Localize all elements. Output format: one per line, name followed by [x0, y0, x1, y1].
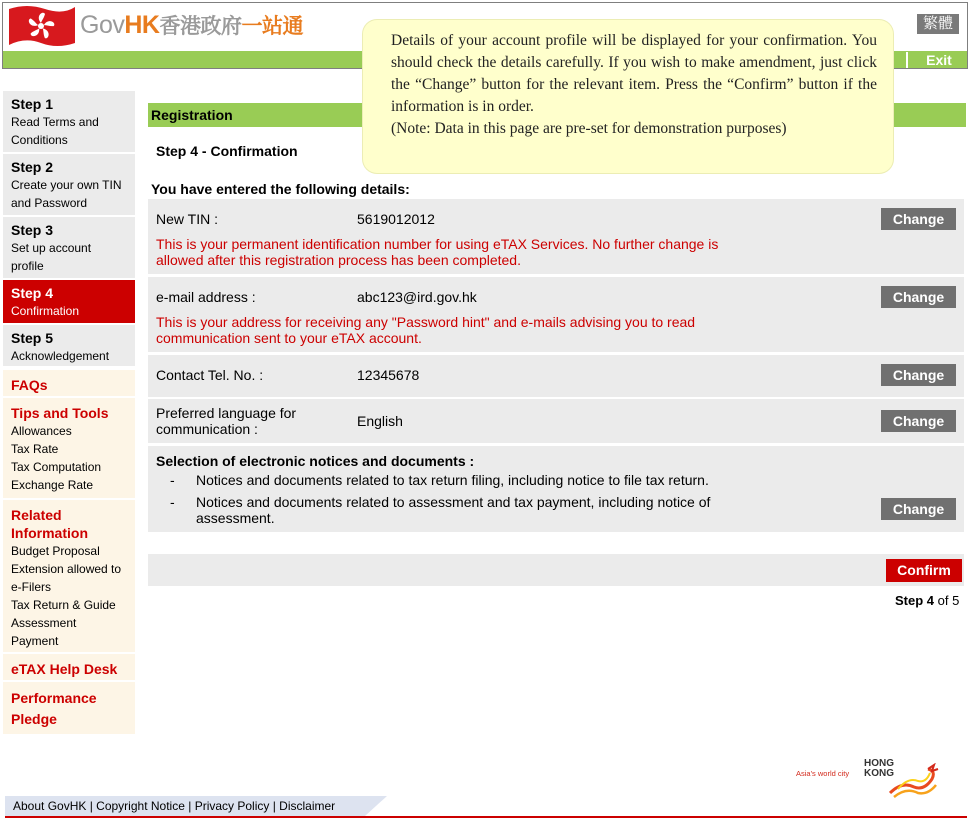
notice-item-2	[170, 494, 730, 528]
sidebar-faqs[interactable]	[3, 370, 135, 396]
footer-links	[5, 796, 365, 816]
language-label	[156, 405, 296, 437]
step-title: Step 1	[11, 96, 54, 112]
sidebar-link-tax-computation[interactable]: Tax Computation	[11, 460, 102, 474]
brand-hong: HONG	[864, 758, 894, 769]
language-toggle-button[interactable]: 繁體	[917, 14, 959, 34]
step-desc: Acknowledgement	[11, 349, 110, 363]
detail-row-email	[148, 277, 964, 352]
change-language-button[interactable]: Change	[881, 410, 956, 432]
step-desc: Set up account	[11, 241, 92, 255]
sidebar-link-tax-return-guide[interactable]: Tax Return & Guide	[11, 598, 116, 612]
footer-link-copyright[interactable]: Copyright Notice	[96, 799, 185, 813]
brand-kong: KONG	[864, 768, 894, 779]
step-desc: Conditions	[11, 133, 68, 147]
footer-link-privacy[interactable]: Privacy Policy	[194, 799, 270, 813]
registration-section-bar: Registration	[148, 103, 966, 127]
step-title: Step 5	[11, 330, 54, 346]
faqs-link[interactable]: FAQs	[11, 377, 48, 393]
tin-label: New TIN :	[156, 211, 218, 227]
sidebar-helpdesk[interactable]	[3, 654, 135, 680]
sidebar-link-exchange-rate[interactable]: Exchange Rate	[11, 478, 94, 492]
footer-separator: |	[269, 799, 280, 813]
language-value: English	[357, 413, 403, 429]
step-title: Step 3	[11, 222, 54, 238]
notices-heading: Selection of electronic notices and documents :	[156, 453, 475, 469]
footer-link-disclaimer[interactable]: Disclaimer	[279, 799, 336, 813]
related-info-heading-2: Information	[11, 525, 88, 541]
footer-link-about[interactable]: About GovHK	[13, 799, 87, 813]
footer-divider	[5, 816, 967, 818]
detail-row-notices	[148, 446, 964, 532]
tel-value: 12345678	[357, 367, 420, 383]
tooltip-text	[391, 30, 877, 140]
language-label-line-2: communication :	[156, 421, 258, 437]
sidebar-step-3[interactable]	[3, 217, 135, 278]
sidebar-link-extension-cont[interactable]: e-Filers	[11, 580, 52, 594]
footer-separator: |	[86, 799, 97, 813]
notice-item-text: Notices and documents related to assessment and tax payment, including notice of	[196, 494, 711, 510]
tel-label: Contact Tel. No. :	[156, 367, 264, 383]
detail-row-tel	[148, 355, 964, 397]
footer-tab-corner	[365, 796, 387, 816]
change-email-button[interactable]: Change	[881, 286, 956, 308]
tin-warning-line-1: This is your permanent identification number for using eTAX Services. No further change is	[156, 236, 719, 252]
tooltip-note: (Note: Data in this page are pre-set for demonstration purposes)	[391, 120, 787, 137]
bullet-dash: -	[170, 494, 175, 510]
brand-hong-kong-logo	[796, 759, 946, 801]
step-desc: profile	[11, 259, 44, 273]
logo-hk-text: HK	[124, 11, 160, 39]
sidebar-link-budget-proposal[interactable]: Budget Proposal	[11, 544, 100, 558]
confirm-bar	[148, 554, 964, 586]
bullet-dash: -	[170, 472, 175, 488]
confirm-button[interactable]: Confirm	[886, 559, 962, 582]
detail-row-language	[148, 399, 964, 443]
email-label: e-mail address :	[156, 289, 256, 305]
pledge-link-2[interactable]: Pledge	[11, 711, 57, 727]
exit-button[interactable]: Exit	[906, 52, 970, 68]
tin-value: 5619012012	[357, 211, 435, 227]
step-desc: Read Terms and	[11, 115, 99, 129]
step-title: Step 4	[11, 285, 54, 301]
sidebar-step-5[interactable]	[3, 325, 135, 366]
logo-gov-text: Gov	[80, 11, 125, 39]
brand-slogan: Asia's world city	[796, 769, 850, 778]
govhk-logo[interactable]	[80, 10, 303, 40]
hong-kong-flag-icon	[7, 3, 77, 49]
instruction-tooltip	[363, 20, 893, 173]
step-counter-current: Step 4	[895, 593, 935, 608]
notice-item-text: Notices and documents related to tax return filing, including notice to file tax return.	[196, 472, 709, 488]
logo-chinese-text: 香港政府	[159, 15, 242, 38]
footer-separator: |	[184, 799, 195, 813]
step-title: Step 2	[11, 159, 54, 175]
sidebar-link-allowances[interactable]: Allowances	[11, 424, 72, 438]
change-tel-button[interactable]: Change	[881, 364, 956, 386]
helpdesk-link[interactable]: eTAX Help Desk	[11, 661, 118, 677]
step-desc: and Password	[11, 196, 88, 210]
sidebar-step-2[interactable]	[3, 154, 135, 215]
details-heading: You have entered the following details:	[151, 181, 410, 197]
sidebar-link-tax-rate[interactable]: Tax Rate	[11, 442, 59, 456]
sidebar-related-info	[3, 500, 135, 652]
email-value: abc123@ird.gov.hk	[357, 289, 477, 305]
sidebar-link-assessment[interactable]: Assessment	[11, 616, 77, 630]
dragon-icon	[888, 763, 940, 799]
notice-item-text-2: assessment.	[196, 510, 275, 526]
detail-row-tin	[148, 199, 964, 274]
step-title: Step 4 - Confirmation	[156, 143, 298, 159]
tips-tools-heading: Tips and Tools	[11, 405, 109, 421]
email-warning-line-1: This is your address for receiving any "Password hint" and e-mails advising you to read	[156, 314, 696, 330]
step-counter	[895, 593, 959, 608]
tin-warning-line-2: allowed after this registration process has been completed.	[156, 252, 521, 268]
sidebar-step-1[interactable]	[3, 91, 135, 152]
logo-chinese-accent-text: 一站通	[241, 15, 303, 38]
change-tin-button[interactable]: Change	[881, 208, 956, 230]
change-notices-button[interactable]: Change	[881, 498, 956, 520]
sidebar-tips-tools	[3, 398, 135, 498]
related-info-heading: Related	[11, 507, 62, 523]
sidebar-step-4-active[interactable]	[3, 280, 135, 323]
email-warning-line-2: communication sent to your eTAX account.	[156, 330, 422, 346]
step-counter-total: of 5	[934, 593, 960, 608]
language-label-line-1: Preferred language for	[156, 405, 297, 421]
pledge-link[interactable]: Performance	[11, 690, 97, 706]
step-desc: Confirmation	[11, 304, 80, 318]
tooltip-body: Details of your account profile will be displayed for your confirmation. You should check the details carefully. If you wish to make amendment, just click the “Change” button for the relevant item. Press the “Confirm” button if the information is in order.	[391, 32, 877, 115]
step-desc: Create your own TIN	[11, 178, 122, 192]
sidebar-link-extension[interactable]: Extension allowed to	[11, 562, 122, 576]
sidebar-pledge[interactable]	[3, 682, 135, 734]
sidebar-link-payment[interactable]: Payment	[11, 634, 59, 648]
